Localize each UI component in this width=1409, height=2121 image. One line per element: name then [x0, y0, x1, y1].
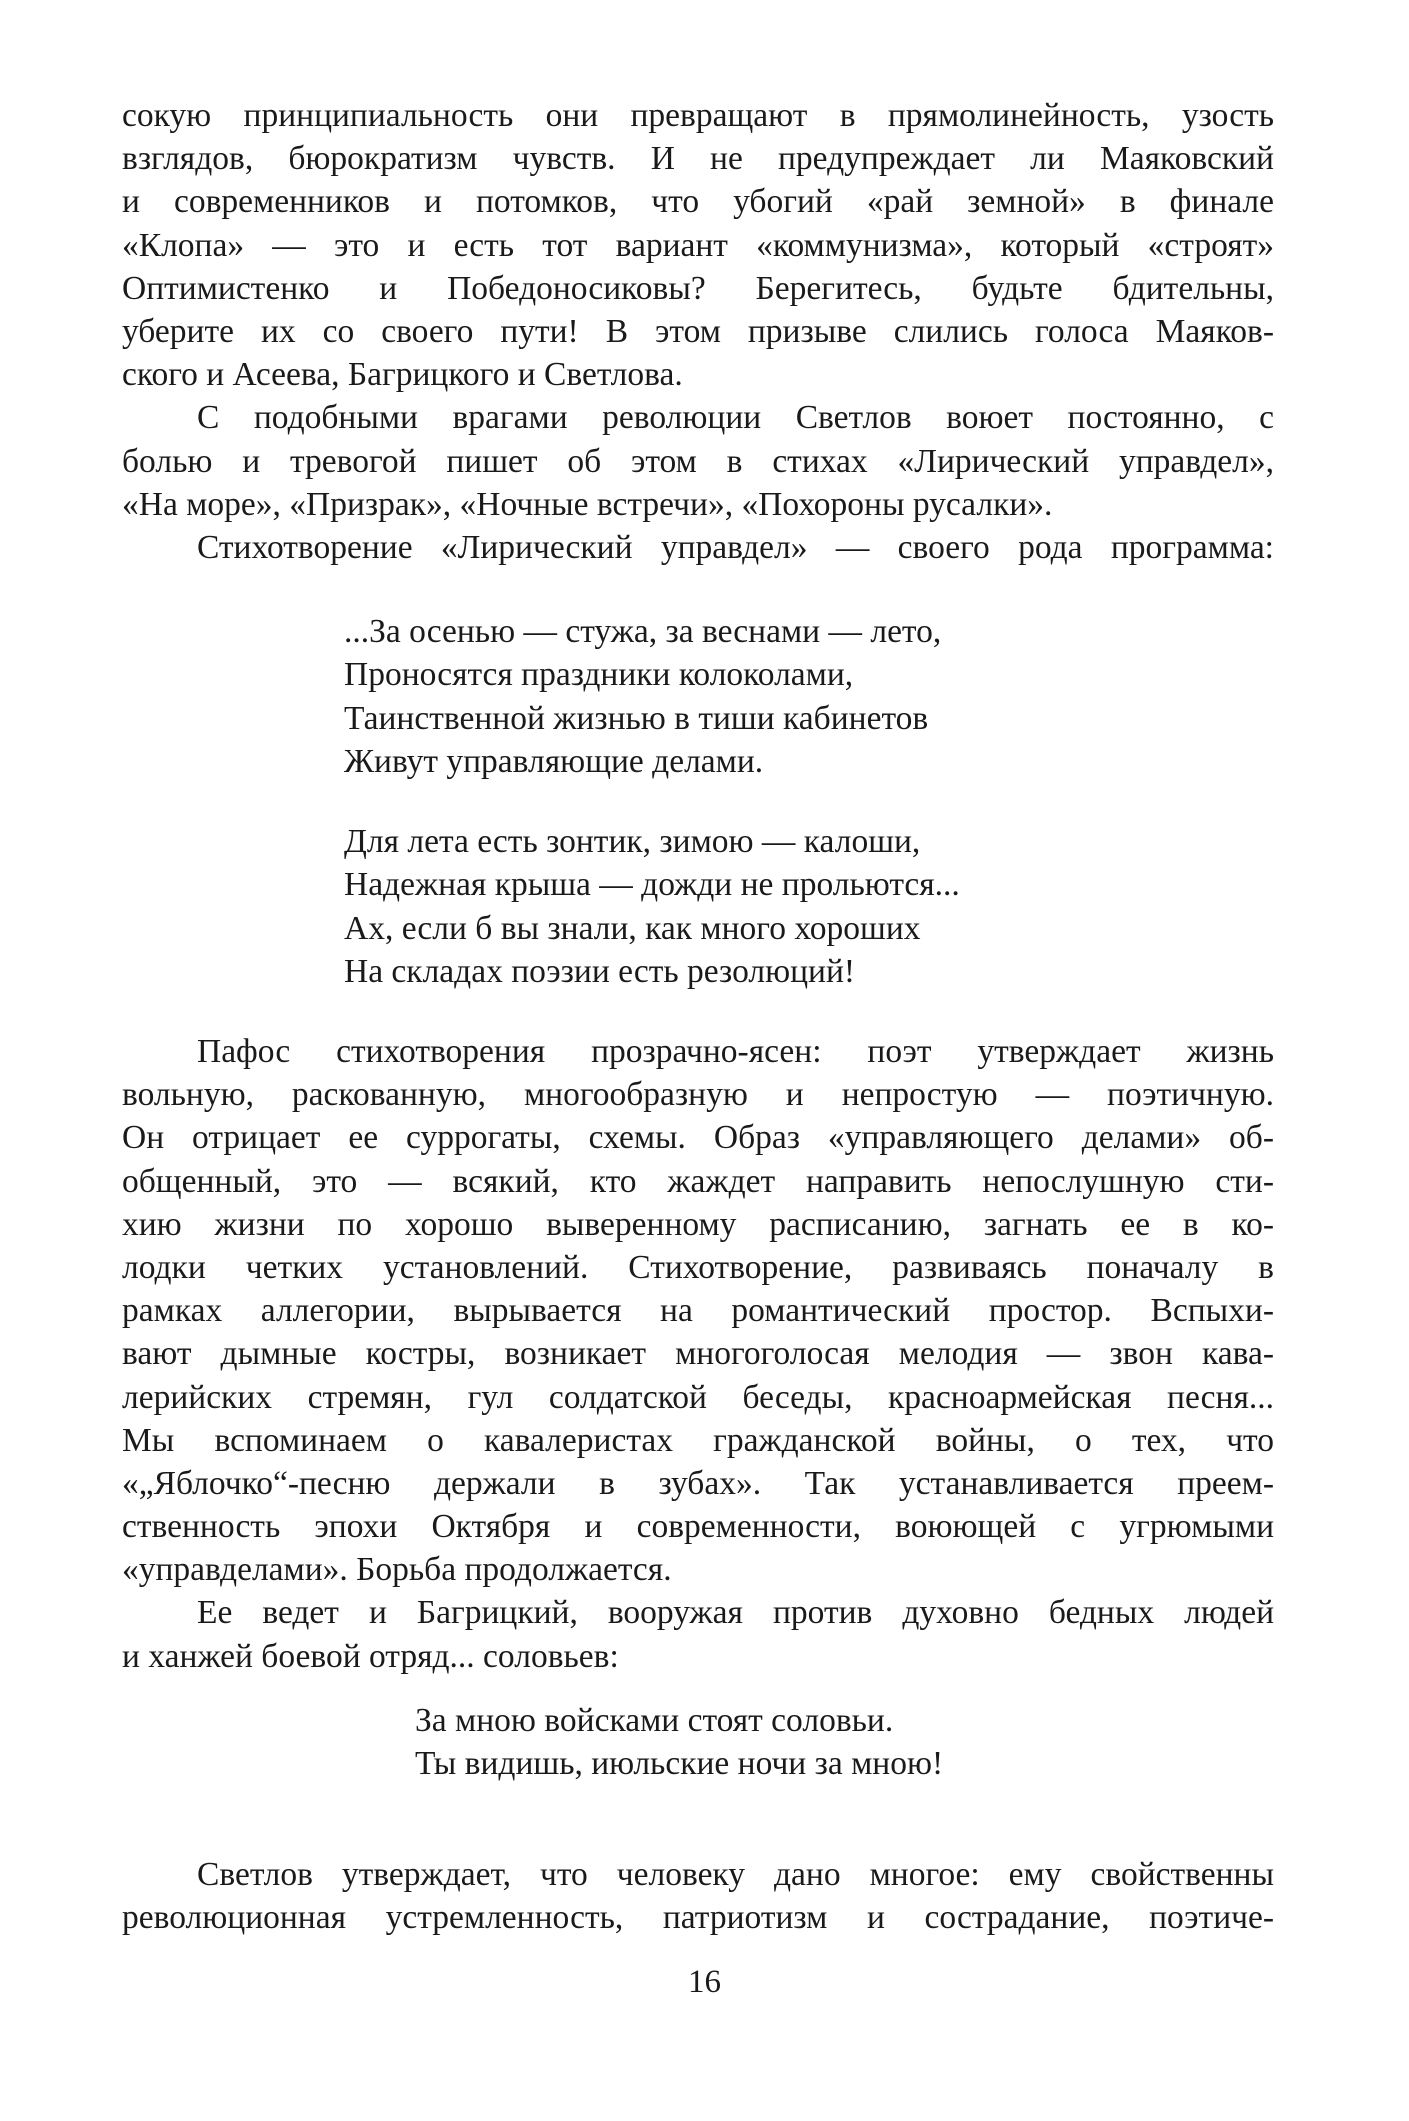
text-line: уберите их со своего пути! В этом призыве слились голоса Маяков-: [122, 312, 1274, 350]
verse-line: На складах поэзии есть резолюций!: [344, 953, 856, 991]
paragraph-group-opening: [122, 94, 1274, 569]
verse-line: Проносятся праздники колоколами,: [344, 656, 854, 694]
text-line: «управделами». Борьба продолжается.: [122, 1551, 672, 1589]
page-number: 16: [688, 1964, 721, 2000]
text-line: болью и тревогой пишет об этом в стихах «Лирический управдел»,: [122, 442, 1274, 480]
verse-line: Живут управляющие делами.: [344, 742, 764, 780]
text-line: ственность эпохи Октября и современности, воюющей с угрюмыми: [122, 1508, 1274, 1546]
text-line: «Клопа» — это и есть тот вариант «коммунизма», который «строят»: [122, 226, 1274, 264]
text-line: С подобными врагами революции Светлов воюет постоянно, с: [197, 399, 1274, 437]
verse-line: Ты видишь, июльские ночи за мною!: [415, 1745, 944, 1783]
verse-line: Таинственной жизнью в тиши кабинетов: [344, 699, 929, 737]
text-line: Светлов утверждает, что человеку дано многое: ему свойственны: [197, 1856, 1274, 1893]
text-line: общенный, это — всякий, кто жаждет направить непослушную сти-: [122, 1162, 1274, 1200]
text-line: Стихотворение «Лирический управдел» — своего рода программа:: [197, 528, 1274, 566]
text-line: и современников и потомков, что убогий «рай земной» в финале: [122, 183, 1274, 221]
verse-line: ...За осенью — стужа, за веснами — лето,: [344, 613, 942, 650]
text-line: сокую принципиальность они превращают в прямолинейность, узость: [122, 97, 1274, 134]
poem-quote-nightingales: [415, 1699, 943, 1786]
text-line: Мы вспоминаем о кавалеристах гражданской войны, о тех, что: [122, 1421, 1274, 1459]
paragraph-group-closing: [122, 1853, 1274, 1939]
text-line: лерийских стремян, гул солдатской беседы, красноармейская песня...: [122, 1378, 1274, 1416]
text-line: взглядов, бюрократизм чувств. И не предупреждает ли Маяковский: [122, 140, 1274, 178]
text-line: и ханжей боевой отряд... соловьев:: [122, 1637, 619, 1675]
text-line: рамках аллегории, вырывается на романтический простор. Вспыхи-: [122, 1292, 1274, 1330]
text-line: ского и Асеева, Багрицкого и Светлова.: [122, 356, 683, 394]
text-line: лодки четких установлений. Стихотворение, развиваясь поначалу в: [122, 1248, 1274, 1286]
poem-quote-lyrical-manager: [344, 610, 960, 993]
text-line: хию жизни по хорошо выверенному расписанию, загнать ее в ко-: [122, 1205, 1274, 1243]
text-line: революционная устремленность, патриотизм и сострадание, поэтиче-: [122, 1899, 1274, 1937]
text-line: «„Яблочко“-песню держали в зубах». Так устанавливается преем-: [122, 1464, 1274, 1502]
verse-line: Для лета есть зонтик, зимою — калоши,: [344, 823, 921, 861]
verse-line: Ах, если б вы знали, как много хороших: [344, 909, 921, 947]
text-line: Оптимистенко и Победоносиковы? Берегитесь, будьте бдительны,: [122, 269, 1274, 307]
verse-line: Надежная крыша — дожди не прольются...: [344, 866, 960, 904]
text-line: Он отрицает ее суррогаты, схемы. Образ «управляющего делами» об-: [122, 1119, 1274, 1157]
text-line: Ее ведет и Багрицкий, вооружая против духовно бедных людей: [197, 1594, 1274, 1632]
stanza-break: [344, 783, 960, 820]
text-line: Пафос стихотворения прозрачно-ясен: поэт утверждает жизнь: [197, 1033, 1274, 1070]
text-line: вольную, раскованную, многообразную и непростую — поэтичную.: [122, 1076, 1274, 1114]
paragraph-group-analysis: [122, 1030, 1274, 1678]
text-line: «На море», «Призрак», «Ночные встречи», «Похороны русалки».: [122, 485, 1053, 523]
text-line: вают дымные костры, возникает многоголосая мелодия — звон кава-: [122, 1335, 1274, 1373]
verse-line: За мною войсками стоят соловьи.: [415, 1702, 894, 1739]
